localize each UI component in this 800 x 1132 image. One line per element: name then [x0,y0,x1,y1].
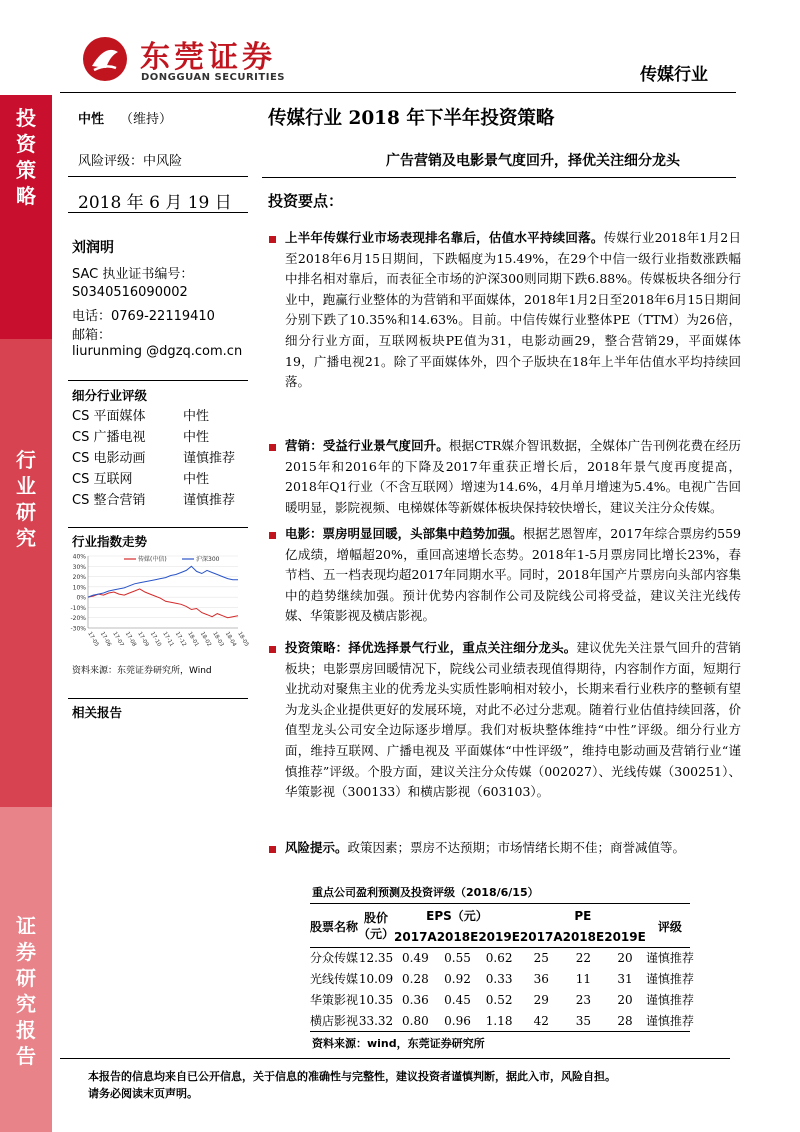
key-point [285,436,741,518]
footer-disclaimer: 本报告的信息均来自已公开信息，关于信息的准确性与完整性，建议投资者谨慎判断，据此入市，风险自担。 [88,1070,616,1083]
sidebar-seg-strategy [0,95,52,339]
chart-ytick-label: 10% [72,584,86,592]
sidebar-char: 告 [16,1044,36,1068]
table-row [310,989,694,1010]
th-year: 2018E [562,929,605,944]
th-year: 2017A [394,929,437,944]
th-price [358,905,394,947]
cell-pe: 35 [575,1013,592,1028]
th-price-label: 股价（元） [358,911,395,941]
cell-price: 12.35 [358,950,394,965]
cell-pe: 23 [575,992,592,1007]
related-title: 相关报告 [72,705,123,720]
sub-rating-industry: CS 电影动画 [72,451,146,466]
cell-pe: 29 [533,992,549,1007]
report-title: 传媒行业 2018 年下半年投资策略 [268,108,555,129]
analyst-email[interactable]: liurunming @dgzq.com.cn [72,344,243,359]
cell-eps: 1.18 [485,1013,513,1028]
cell-eps: 0.33 [485,971,513,986]
cell-pe: 20 [617,992,633,1007]
sub-rating-row [72,426,252,447]
sub-rating-industry: CS 互联网 [72,472,133,487]
chart-ytick-label: 30% [72,563,86,571]
cell-eps: 0.62 [485,950,513,965]
cell-eps: 0.49 [402,950,429,965]
chart-legend-label: 传媒(中信) [138,556,167,563]
chart-xtick-label: 18-03 [211,631,225,648]
subtitle-rule [262,177,736,178]
cell-name: 分众传媒 [310,951,359,965]
table-row [310,1010,694,1031]
sidebar-char: 投 [16,106,36,130]
sidebar-char: 究 [16,992,36,1016]
th-rating: 评级 [657,919,682,934]
analyst-cert-label: SAC 执业证书编号： [72,267,194,282]
trend-title: 行业指数走势 [72,534,148,549]
sidebar-seg-report [0,807,52,1132]
risk-level: 风险评级：中风险 [78,154,183,169]
key-points-title: 投资要点： [268,192,344,210]
sub-rating-table [72,405,252,510]
cell-eps: 0.92 [444,971,471,986]
th-year: 2019E [478,929,520,944]
cell-pe: 11 [575,971,592,986]
cell-rating: 谨慎推荐 [645,972,694,986]
sidebar-char: 研 [16,500,36,524]
key-point-body: 根据CTR媒介智讯数据，全媒体广告刊例花费在经历2015年和2016年的下降及2017年重获正增长后，2018年景气度再度提高，2018年Q1行业（不含互联网）增速为14.6%，4月单月增速为5.4%。电视广告回暖明显，影院视频、电梯媒体等新媒体板块保持较快增长，建议关注分众传媒。 [285,438,741,515]
cell-name: 华策影视 [310,993,359,1007]
rating-note: （维持） [120,112,173,127]
cell-price: 10.09 [358,971,394,986]
forecast-source: 资料来源：wind，东莞证券研究所 [312,1037,485,1050]
sidebar-char: 行 [16,448,36,472]
bullet-square-icon [269,444,276,451]
cell-rating: 谨慎推荐 [645,1014,694,1028]
sidebar-char: 资 [16,132,36,156]
sub-rating-row [72,489,252,510]
cell-pe: 31 [617,971,633,986]
sidebar-char: 报 [16,1018,36,1042]
chart-xtick-label: 17-09 [136,631,150,648]
chart-xtick-label: 17-10 [148,631,162,648]
key-point-head: 风险提示。 [285,840,348,855]
sub-rating-value: 中性 [183,430,210,445]
bullet-square-icon [269,646,276,653]
cell-eps: 0.28 [402,971,429,986]
th-year: 2017A [519,929,563,944]
bullet-square-icon [269,532,276,539]
related-rule [68,698,248,699]
sidebar-char: 券 [16,940,36,964]
cell-name: 光线传媒 [310,972,359,986]
cell-pe: 36 [533,971,549,986]
key-point [285,228,741,393]
cell-pe: 22 [575,950,592,965]
sub-rating-industry: CS 整合营销 [72,493,146,508]
sub-rating-industry: CS 平面媒体 [72,409,146,424]
header-rule [60,92,736,93]
cell-eps: 0.45 [444,992,471,1007]
report-subtitle: 广告营销及电影景气度回升，择优关注细分龙头 [386,153,680,169]
logo [80,32,290,92]
cell-eps: 0.55 [444,950,471,965]
key-point-body: 政策因素；票房不达预期；市场情绪长期不佳；商誉减值等。 [347,840,686,855]
th-year: 2018E [436,929,479,944]
left-rule-1 [68,176,248,177]
cell-price: 33.32 [358,1013,394,1028]
sub-rating-row [72,468,252,489]
footer-notice: 请务必阅读末页声明。 [88,1087,198,1100]
analyst-cert-no: S0340516090002 [72,285,188,300]
chart-ytick-label: -10% [70,604,86,612]
chart-legend-label: 沪深300 [196,556,220,563]
logo-emblem-icon [80,34,130,84]
chart-xtick-label: 17-08 [123,631,137,648]
chart-ytick-label: 40% [72,553,86,561]
industry-label: 传媒行业 [640,65,708,85]
sub-rating-value: 中性 [183,409,210,424]
key-point-head: 上半年传媒行业市场表现排名靠后，估值水平持续回落。 [285,230,604,245]
rating: 中性 [78,112,105,127]
sub-rating-row [72,405,252,426]
key-point-body: 传媒行业2018年1月2日至2018年6月15日期间，下跌幅度为15.49%，在29个中信一级行业指数涨跌幅中排名相对靠后，而表征全市场的沪深300则同期下跌6.88%。传媒板块各细分行业中，跑赢行业整体的为营销和平面媒体，2018年1月2日至2018年6月15日期间分别下跌了10.35%和14.63%。目前。中信传媒行业整体PE（TTM）为26倍，细分行业方面，互联网板块PE值为31，电影动画29，整合营销29，平面媒体19，广播电视21。除了平面媒体外，四个子版块在18年上半年估值水平均持续回落。 [285,230,741,390]
trend-source: 资料来源：东莞证券研究所，Wind [72,666,212,676]
key-point-body: 根据艺恩智库，2017年综合票房约559亿成绩，增幅超20%，重回高速增长态势。2018年1-5月票房同比增长23%，春节档、五一档表现均超2017年同期水平。同时，2018年国产片票房向头部内容集中的趋势继续加强。预计优势内容制作公司及院线公司将受益，建议关注光线传媒、华策影视及横店影视。 [285,526,741,624]
report-date: 2018 年 6 月 19 日 [78,193,232,213]
sidebar-char: 策 [16,158,36,182]
sidebar-char: 证 [16,914,36,938]
sidebar-char: 业 [16,474,36,498]
key-point-body: 建议优先关注景气回升的营销板块；电影票房回暖情况下，院线公司业绩表现值得期待，内容制作方面，短期行业扰动对聚焦主业的优秀龙头实质性影响相对较小，长期来看行业秩序的整顿有望为龙头企业提供更好的发展环境，对此不必过分悲观。随着行业估值持续回落，价值型龙头公司安全边际逐步增厚。我们对板块整体维持“中性”评级。细分行业方面，维持互联网、广播电视及 平面媒体“中性评级”，维持电影动画及营销行业“谨慎推荐”评级。个股方面，建议关注分众传媒（002027）、光线传媒（300251）、华策影视（300133）和横店影视（603103）。 [285,640,741,800]
chart-xtick-label: 17-12 [173,631,187,648]
sub-rating-value: 谨慎推荐 [183,451,236,466]
left-rule-2 [68,212,248,213]
cell-eps: 0.36 [402,992,429,1007]
key-point [285,638,741,803]
table-row [310,947,694,968]
chart-xtick-label: 17-07 [111,631,125,648]
chart-series-line-0 [88,589,238,618]
sub-rating-title: 细分行业评级 [72,388,148,403]
analyst-phone: 电话：0769-22119410 [72,309,215,324]
cell-eps: 0.80 [402,1013,429,1028]
chart-xtick-label: 17-11 [161,631,175,648]
chart-ytick-label: -30% [70,625,86,633]
th-pe: PE [574,908,592,923]
sub-rating-value: 中性 [183,472,210,487]
bullet-square-icon [269,236,276,243]
key-point [285,524,741,627]
bullet-square-icon [269,846,276,853]
chart-ytick-label: -20% [70,615,86,623]
sub-rating-industry: CS 广播电视 [72,430,146,445]
key-point [285,838,741,859]
cell-eps: 0.96 [444,1013,471,1028]
logo-text-cn: 东莞证券 [140,40,276,75]
key-point-head: 营销：受益行业景气度回升。 [285,438,449,453]
th-name: 股票名称 [310,919,359,934]
th-eps: EPS（元） [426,909,488,923]
cell-price: 10.35 [358,992,394,1007]
sub-rating-value: 谨慎推荐 [183,493,236,508]
footer-rule [60,1058,730,1059]
table-row [310,968,694,989]
key-point-head: 投资策略：择优选择景气行业，重点关注细分龙头。 [285,640,577,655]
sidebar-seg-industry [0,339,52,807]
chart-xtick-label: 17-05 [86,631,100,648]
sidebar-char: 研 [16,966,36,990]
chart-ytick-label: 0% [76,594,86,602]
chart-xtick-label: 18-01 [186,631,200,648]
chart-xtick-label: 18-04 [223,631,237,648]
sub-rating-row [72,447,252,468]
th-year: 2019E [604,929,646,944]
chart-xtick-label: 18-02 [198,631,212,648]
forecast-title: 重点公司盈利预测及投资评级（2018/6/15） [312,886,539,899]
cell-rating: 谨慎推荐 [645,951,694,965]
sidebar-char: 略 [16,184,36,208]
rating-rule [68,380,248,381]
logo-text-en: DONGGUAN SECURITIES [141,72,285,83]
sidebar-char: 究 [16,526,36,550]
analyst-email-label: 邮箱： [72,328,112,343]
cell-pe: 28 [617,1013,633,1028]
cell-rating: 谨慎推荐 [645,993,694,1007]
cell-name: 横店影视 [310,1014,359,1028]
cell-eps: 0.52 [485,992,513,1007]
chart-xtick-label: 18-05 [236,631,250,648]
cell-pe: 42 [533,1013,549,1028]
cell-pe: 20 [617,950,633,965]
key-point-head: 电影：票房明显回暖，头部集中趋势加强。 [285,526,523,541]
chart-ytick-label: 20% [72,574,86,582]
trend-chart [68,550,250,655]
cell-pe: 25 [533,950,549,965]
chart-xtick-label: 17-06 [98,631,112,648]
sidebar [0,95,52,1132]
trend-rule [68,527,248,528]
analyst-name: 刘润明 [72,240,114,256]
